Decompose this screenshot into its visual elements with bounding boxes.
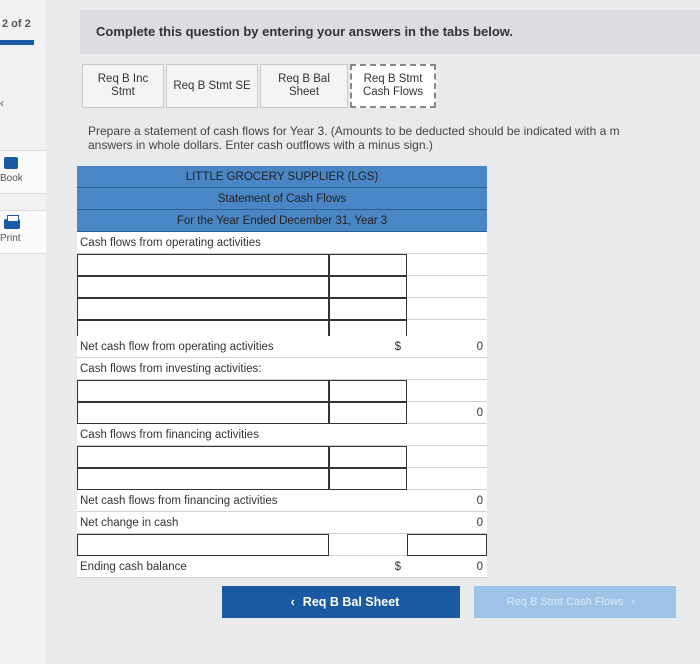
left-rail — [0, 0, 46, 664]
net-financing-label: Net cash flows from financing activities — [80, 495, 278, 507]
operating-input-row — [77, 276, 487, 298]
prev-tab-button[interactable] — [222, 586, 460, 618]
financing-header: Cash flows from financing activities — [80, 429, 259, 441]
financing-item-amount-input[interactable] — [329, 446, 407, 468]
tab-req-b-stmt-cash-flows[interactable]: Req B Stmt Cash Flows — [350, 64, 436, 108]
progress-bar — [0, 40, 34, 45]
net-change-row — [77, 512, 487, 534]
print-label: Print — [0, 233, 21, 244]
operating-item-label-input[interactable] — [77, 254, 329, 276]
financing-input-row — [77, 468, 487, 490]
financing-item-label-input[interactable] — [77, 446, 329, 468]
instructions — [88, 124, 700, 152]
investing-item-amount-input[interactable] — [329, 402, 407, 424]
chevron-right-icon: › — [631, 596, 636, 608]
net-operating-row — [77, 336, 487, 358]
cash-flow-statement — [77, 166, 487, 576]
ending-cash-value: 0 — [476, 561, 483, 573]
instructions-line-1: Prepare a statement of cash flows for Year 3. (Amounts to be deducted should be indicated with a m — [88, 124, 620, 138]
collapse-icon[interactable]: ‹ — [0, 96, 4, 110]
net-operating-value: 0 — [476, 341, 483, 353]
investing-header: Cash flows from investing activities: — [80, 363, 262, 375]
tab-req-b-inc-stmt[interactable]: Req B Inc Stmt — [82, 64, 164, 108]
book-label: Book — [0, 173, 23, 184]
header-title: Complete this question by entering your answers in the tabs below. — [96, 24, 514, 39]
ending-cash-dollar: $ — [394, 561, 401, 573]
operating-item-label-input[interactable] — [77, 298, 329, 320]
instructions-line-2: answers in whole dollars. Enter cash outflows with a minus sign.) — [88, 138, 433, 152]
tab-req-b-bal-sheet[interactable]: Req B Bal Sheet — [260, 64, 348, 108]
beginning-cash-amount-input[interactable] — [407, 534, 487, 556]
net-operating-label: Net cash flow from operating activities — [80, 341, 274, 353]
operating-item-amount-input[interactable] — [329, 254, 407, 276]
financing-input-row — [77, 446, 487, 468]
financing-item-label-input[interactable] — [77, 468, 329, 490]
beginning-cash-row — [77, 534, 487, 556]
investing-total-value: 0 — [476, 407, 483, 419]
net-financing-row — [77, 490, 487, 512]
book-icon — [4, 157, 18, 169]
tab-req-b-stmt-se[interactable]: Req B Stmt SE — [166, 64, 258, 108]
operating-header: Cash flows from operating activities — [80, 237, 261, 249]
investing-item-label-input[interactable] — [77, 402, 329, 424]
operating-item-amount-input[interactable] — [329, 298, 407, 320]
operating-input-row — [77, 254, 487, 276]
operating-item-amount-input[interactable] — [329, 276, 407, 298]
beginning-cash-label-input[interactable] — [77, 534, 329, 556]
printer-icon — [4, 219, 20, 229]
chevron-left-icon: ‹ — [290, 595, 295, 609]
investing-header-row — [77, 358, 487, 380]
net-change-label: Net change in cash — [80, 517, 179, 529]
net-change-value: 0 — [476, 517, 483, 529]
next-tab-label: Req B Stmt Cash Flows — [506, 596, 624, 608]
ending-cash-label: Ending cash balance — [80, 561, 187, 573]
next-tab-button[interactable] — [474, 586, 676, 618]
investing-total-row — [77, 402, 487, 424]
progress-label: 2 of 2 — [2, 18, 31, 30]
investing-input-row — [77, 380, 487, 402]
operating-header-row — [77, 232, 487, 254]
statement-period: For the Year Ended December 31, Year 3 — [77, 210, 487, 232]
prev-tab-label: Req B Bal Sheet — [302, 595, 400, 609]
financing-item-amount-input[interactable] — [329, 468, 407, 490]
operating-item-label-input[interactable] — [77, 276, 329, 298]
company-name: LITTLE GROCERY SUPPLIER (LGS) — [77, 166, 487, 188]
net-operating-dollar: $ — [394, 341, 401, 353]
statement-title: Statement of Cash Flows — [77, 188, 487, 210]
financing-header-row — [77, 424, 487, 446]
print-tool[interactable] — [0, 210, 46, 254]
book-tool[interactable] — [0, 150, 46, 194]
investing-item-label-input[interactable] — [77, 380, 329, 402]
question-header — [80, 10, 700, 54]
net-financing-value: 0 — [476, 495, 483, 507]
ending-cash-row — [77, 556, 487, 578]
operating-input-row — [77, 298, 487, 320]
investing-item-amount-input[interactable] — [329, 380, 407, 402]
